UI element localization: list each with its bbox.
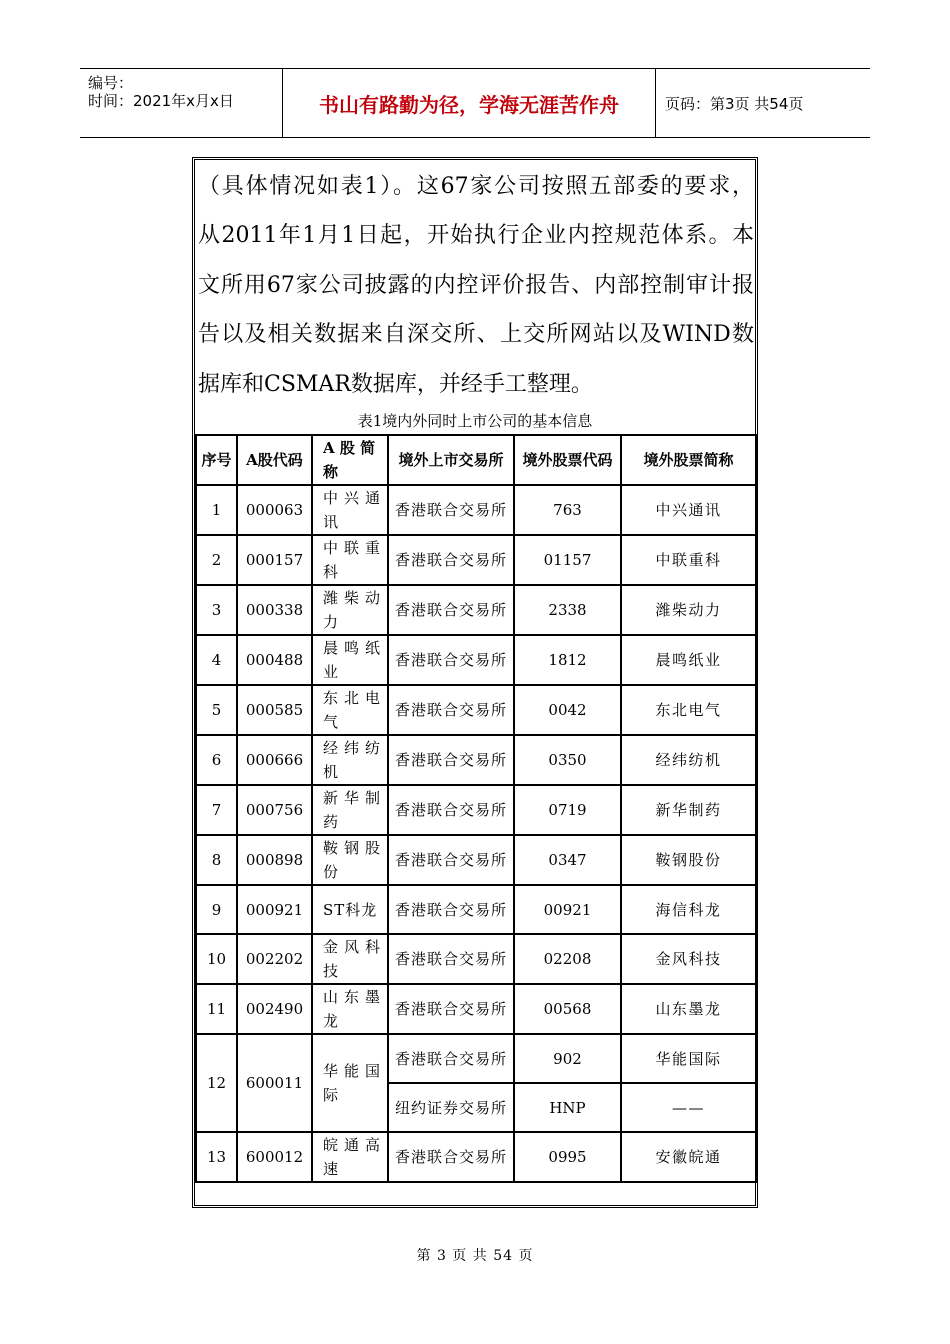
cell-no: 13 [196,1132,237,1182]
cell-f-name: 中兴通讯 [621,485,756,535]
cell-f-code: 1812 [514,635,621,685]
cell-a-code: 000488 [237,635,312,685]
cell-no: 9 [196,885,237,934]
cell-a-name: 山东墨龙 [312,984,388,1034]
cell-a-code: 000585 [237,685,312,735]
cell-f-code: 902 [514,1034,621,1083]
table-row [196,685,756,735]
cell-a-code: 600012 [237,1132,312,1182]
header-motto: 书山有路勤为径，学海无涯苦作舟 [282,69,656,137]
paragraph-line: （具体情况如表1）。这67家公司按照五部委的要求， [198,174,754,199]
cell-no: 5 [196,685,237,735]
cell-f-name: 金风科技 [621,934,756,984]
cell-f-code: 0995 [514,1132,621,1182]
table-row [196,1132,756,1182]
cell-f-name: 潍柴动力 [621,585,756,635]
cell-f-code: 0347 [514,835,621,885]
cell-a-name: ST科龙 [312,885,388,934]
company-table [195,434,757,1183]
paragraph-line: 文所用67家公司披露的内控评价报告、内部控制审计报 [198,272,754,298]
cell-a-code: 000666 [237,735,312,785]
cell-f-name: 晨鸣纸业 [621,635,756,685]
cell-a-name: 华能国际 [312,1034,388,1132]
cell-exchange: 香港联合交易所 [388,1132,514,1182]
table-header-row [196,435,756,485]
header-page-label: 页码：第3页 共54页 [665,94,804,113]
table-row [196,1034,756,1083]
cell-f-name: 山东墨龙 [621,984,756,1034]
header-f-name: 境外股票简称 [621,435,756,485]
cell-a-name: 中联重科 [312,535,388,585]
table-row [196,934,756,984]
cell-a-code: 002490 [237,984,312,1034]
cell-exchange: 香港联合交易所 [388,485,514,535]
cell-a-code: 600011 [237,1034,312,1132]
cell-f-name: 中联重科 [621,535,756,585]
header-f-code: 境外股票代码 [514,435,621,485]
header-no: 序号 [196,435,237,485]
cell-f-name: 经纬纺机 [621,735,756,785]
time-label: 时间：2021年x月x日 [88,92,234,110]
table-row [196,984,756,1034]
cell-a-name: 经纬纺机 [312,735,388,785]
paragraph-line: 据库和CSMAR数据库，并经手工整理。 [198,371,593,397]
cell-a-name: 新华制药 [312,785,388,835]
cell-no: 10 [196,934,237,984]
table-row [196,585,756,635]
cell-no: 8 [196,835,237,885]
cell-f-code: 00568 [514,984,621,1034]
cell-a-code: 000898 [237,835,312,885]
table-row [196,635,756,685]
cell-f-code: 0350 [514,735,621,785]
paragraph-line: 告以及相关数据来自深交所、上交所网站以及WIND数 [198,322,754,348]
cell-exchange: 香港联合交易所 [388,835,514,885]
page-header [80,68,870,138]
table-row [196,785,756,835]
cell-a-code: 000338 [237,585,312,635]
cell-a-name: 金风科技 [312,934,388,984]
cell-no: 2 [196,535,237,585]
cell-no: 7 [196,785,237,835]
cell-no: 11 [196,984,237,1034]
cell-f-name: —— [621,1083,756,1132]
table-caption: 表1境内外同时上市公司的基本信息 [357,412,593,430]
cell-a-code: 000921 [237,885,312,934]
cell-f-name: 东北电气 [621,685,756,735]
cell-exchange: 香港联合交易所 [388,585,514,635]
cell-f-code: 00921 [514,885,621,934]
cell-a-code: 002202 [237,934,312,984]
cell-no: 1 [196,485,237,535]
cell-f-name: 新华制药 [621,785,756,835]
cell-no: 6 [196,735,237,785]
cell-f-code: 763 [514,485,621,535]
paragraph-line: 从2011年1月1日起，开始执行企业内控规范体系。本 [198,223,754,249]
cell-a-name: 晨鸣纸业 [312,635,388,685]
cell-no: 3 [196,585,237,635]
cell-exchange: 香港联合交易所 [388,685,514,735]
body-paragraph [198,162,754,409]
cell-a-code: 000157 [237,535,312,585]
cell-exchange: 香港联合交易所 [388,885,514,934]
cell-f-code: 0042 [514,685,621,735]
cell-f-name: 安徽皖通 [621,1132,756,1182]
cell-no: 4 [196,635,237,685]
cell-exchange: 香港联合交易所 [388,1034,514,1083]
cell-a-code: 000756 [237,785,312,835]
cell-f-code: 02208 [514,934,621,984]
cell-f-code: 2338 [514,585,621,635]
header-meta [80,69,282,137]
cell-a-code: 000063 [237,485,312,535]
cell-f-code: 01157 [514,535,621,585]
cell-exchange: 香港联合交易所 [388,934,514,984]
header-exchange: 境外上市交易所 [388,435,514,485]
cell-f-code: 0719 [514,785,621,835]
table-row [196,485,756,535]
header-a-code: A股代码 [237,435,312,485]
table-row [196,535,756,585]
table-row [196,735,756,785]
cell-f-name: 鞍钢股份 [621,835,756,885]
cell-no: 12 [196,1034,237,1132]
cell-a-name: 东北电气 [312,685,388,735]
cell-exchange: 香港联合交易所 [388,984,514,1034]
page-footer: 第 3 页 共 54 页 [416,1248,534,1264]
cell-f-name: 华能国际 [621,1034,756,1083]
cell-f-name: 海信科龙 [621,885,756,934]
cell-a-name: 鞍钢股份 [312,835,388,885]
cell-exchange: 香港联合交易所 [388,785,514,835]
cell-exchange: 香港联合交易所 [388,535,514,585]
cell-exchange: 纽约证券交易所 [388,1083,514,1132]
cell-a-name: 皖通高速 [312,1132,388,1182]
table-row [196,885,756,934]
cell-f-code: HNP [514,1083,621,1132]
cell-exchange: 香港联合交易所 [388,635,514,685]
cell-a-name: 中兴通讯 [312,485,388,535]
number-label: 编号： [88,74,134,92]
cell-a-name: 潍柴动力 [312,585,388,635]
table-row [196,835,756,885]
cell-exchange: 香港联合交易所 [388,735,514,785]
header-a-name: A 股 简称 [312,435,388,485]
